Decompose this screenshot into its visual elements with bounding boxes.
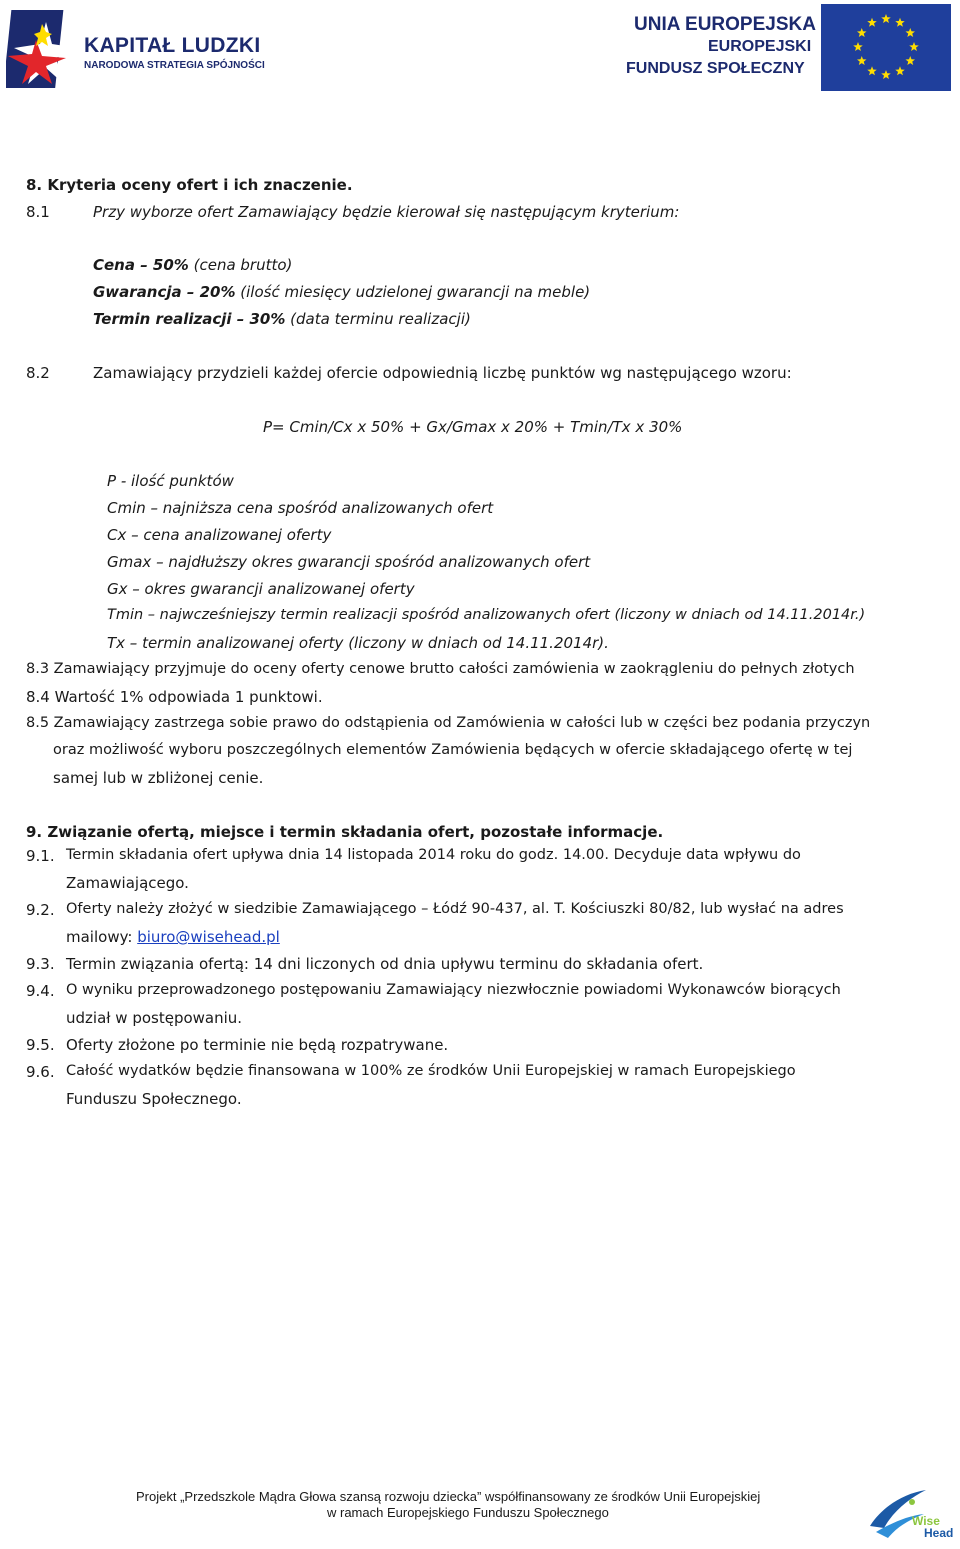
eu-star-icon (867, 18, 877, 27)
s81-number: 8.1 (26, 203, 50, 221)
legend-item: Tmin – najwcześniejszy termin realizacji spośród analizowanych ofert (liczony w dniach od 14.11.2014r.) (107, 607, 866, 623)
s81-text: Przy wyborze ofert Zamawiający będzie kierował się następującym kryterium: (93, 203, 680, 221)
eu-fund-line2: FUNDUSZ SPOŁECZNY (626, 60, 805, 77)
eu-text-logo (620, 12, 816, 92)
footer-line-2: w ramach Europejskiego Funduszu Społecznego (327, 1505, 609, 1520)
s95-line: Oferty złożone po terminie nie będą rozpatrywane. (66, 1036, 449, 1054)
eu-star-icon (857, 28, 867, 37)
scoring-formula: P= Cmin/Cx x 50% + Gx/Gmax x 20% + Tmin/Tx x 30% (263, 418, 683, 436)
kapital-ludzki-subtitle: NARODOWA STRATEGIA SPÓJNOŚCI (84, 60, 265, 71)
eu-star-icon (881, 70, 891, 79)
criterion-delivery: Termin realizacji – 30% (data terminu realizacji) (93, 310, 471, 328)
wisehead-wise-text: Wise (912, 1514, 940, 1528)
section-8-heading: 8. Kryteria oceny ofert i ich znaczenie. (26, 176, 353, 194)
kapital-ludzki-emblem-icon (6, 4, 86, 92)
legend-item: P - ilość punktów (107, 472, 234, 490)
s91-line: Zamawiającego. (66, 874, 189, 892)
kapital-ludzki-logo (6, 4, 276, 92)
s91-number: 9.1. (26, 847, 55, 865)
s85-line: oraz możliwość wyboru poszczególnych elementów Zamówienia będących w ofercie składającego ofertę w tej (53, 742, 853, 758)
s94-line: O wyniku przeprowadzonego postępowaniu Zamawiający niezwłocznie powiadomi Wykonawców biorących (66, 982, 841, 998)
s94-number: 9.4. (26, 982, 55, 1000)
s95-number: 9.5. (26, 1036, 55, 1054)
legend-item: Cx – cena analizowanej oferty (107, 526, 332, 544)
footer-line-1: Projekt „Przedszkole Mądra Głowa szansą rozwoju dziecka” współfinansowany ze środków Unii Europejskiej (136, 1489, 761, 1504)
criterion-warranty: Gwarancja – 20% (ilość miesięcy udzielonej gwarancji na meble) (93, 283, 591, 301)
s96-number: 9.6. (26, 1063, 55, 1081)
eu-star-icon (905, 28, 915, 37)
criterion-price: Cena – 50% (cena brutto) (93, 256, 293, 274)
s96-line: Całość wydatków będzie finansowana w 100% ze środków Unii Europejskiej w ramach Europejskiego (66, 1063, 796, 1079)
eu-star-icon (895, 66, 905, 75)
eu-star-icon (857, 56, 867, 65)
legend-item: Tx – termin analizowanej oferty (liczony w dniach od 14.11.2014r). (107, 634, 609, 652)
eu-title: UNIA EUROPEJSKA (634, 14, 816, 35)
eu-flag-icon (821, 4, 951, 91)
eu-star-icon (853, 42, 863, 51)
s92-line: Oferty należy złożyć w siedzibie Zamawiającego – Łódź 90-437, al. T. Kościuszki 80/82, lub wysłać na adres (66, 901, 844, 917)
s93-line: Termin związania ofertą: 14 dni liczonych od dnia upływu terminu do składania ofert. (66, 955, 704, 973)
wisehead-logo (866, 1480, 960, 1544)
eu-star-icon (895, 18, 905, 27)
s93-number: 9.3. (26, 955, 55, 973)
s84-text: 8.4 Wartość 1% odpowiada 1 punktowi. (26, 688, 323, 706)
s96-line: Funduszu Społecznego. (66, 1090, 242, 1108)
s82-text: Zamawiający przydzieli każdej ofercie odpowiednią liczbę punktów wg następującego wzoru: (93, 364, 792, 382)
legend-item: Gmax – najdłuższy okres gwarancji spośród analizowanych ofert (107, 553, 591, 571)
legend-item: Cmin – najniższa cena spośród analizowanych ofert (107, 499, 494, 517)
s92-mail-line: mailowy: biuro@wisehead.pl (66, 928, 280, 946)
s82-number: 8.2 (26, 364, 50, 382)
eu-star-icon (867, 66, 877, 75)
s92-number: 9.2. (26, 901, 55, 919)
s83-text: 8.3 Zamawiający przyjmuje do oceny oferty cenowe brutto całości zamówienia w zaokrągleniu do pełnych złotych (26, 661, 855, 677)
eu-star-icon (909, 42, 919, 51)
legend-item: Gx – okres gwarancji analizowanej oferty (107, 580, 415, 598)
s85-line: 8.5 Zamawiający zastrzega sobie prawo do odstąpienia od Zamówienia w całości lub w części bez podania przyczyn (26, 715, 871, 731)
wisehead-head-text: Head (924, 1526, 954, 1540)
s85-line: samej lub w zbliżonej cenie. (53, 769, 264, 787)
eu-fund-line1: EUROPEJSKI (708, 38, 812, 55)
kapital-ludzki-title: KAPITAŁ LUDZKI (84, 34, 261, 57)
s91-line: Termin składania ofert upływa dnia 14 listopada 2014 roku do godz. 14.00. Decyduje data wpływu do (66, 847, 801, 863)
s94-line: udział w postępowaniu. (66, 1009, 243, 1027)
section-9-heading: 9. Związanie ofertą, miejsce i termin składania ofert, pozostałe informacje. (26, 823, 664, 841)
eu-star-icon (905, 56, 915, 65)
email-link[interactable]: biuro@wisehead.pl (137, 928, 280, 946)
eu-star-icon (881, 14, 891, 23)
